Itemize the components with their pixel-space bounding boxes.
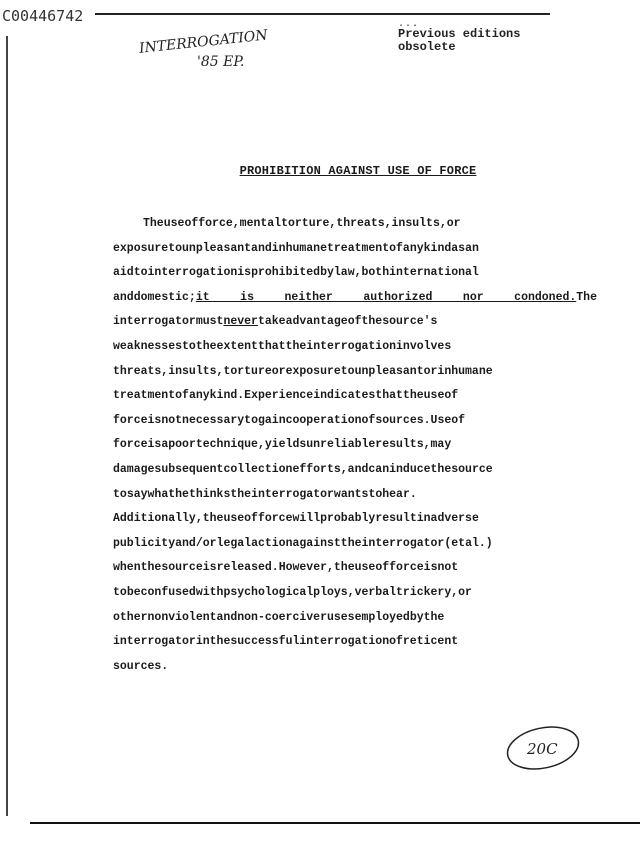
word: exposure	[113, 241, 169, 255]
word: al.)	[465, 536, 493, 550]
header-notice	[398, 18, 598, 54]
word: when	[113, 561, 141, 575]
body-paragraph	[113, 212, 597, 679]
word: the	[423, 610, 445, 624]
word: use	[423, 389, 445, 403]
word: psychological	[223, 585, 314, 599]
word: advantage	[285, 315, 348, 329]
word: kind.	[209, 389, 245, 403]
word: reticent	[402, 635, 459, 649]
word: in	[416, 512, 431, 526]
word: be	[126, 585, 141, 599]
word: of	[361, 413, 376, 427]
word: source's	[382, 315, 438, 329]
word: interrogator	[113, 315, 196, 329]
word: unpleasant	[182, 241, 252, 255]
word: say	[126, 487, 148, 501]
word: involves	[396, 339, 452, 353]
word: unreliable	[306, 438, 376, 452]
word: force	[113, 438, 148, 452]
word: verbal	[354, 585, 397, 599]
word: and	[113, 290, 134, 304]
word: action	[251, 536, 293, 550]
word: exposure	[285, 364, 341, 378]
word: to	[133, 266, 148, 280]
word: gain	[257, 413, 286, 427]
word: he	[175, 487, 189, 501]
word: The	[576, 290, 597, 304]
word: use	[163, 217, 185, 230]
word: source	[451, 462, 493, 476]
word: is	[147, 438, 162, 452]
word: not	[437, 561, 459, 575]
word: take	[257, 315, 286, 329]
word: the	[195, 339, 217, 353]
top-rule	[95, 13, 550, 15]
word: of	[389, 241, 403, 255]
word: legal	[216, 536, 252, 550]
word: adverse	[430, 512, 479, 526]
word: will	[292, 512, 321, 526]
word: treatment	[113, 389, 176, 403]
body-line	[113, 532, 597, 557]
word: treatment	[326, 241, 390, 255]
word: subsequent	[154, 462, 224, 476]
word: Experience	[244, 389, 314, 403]
header-cut-line: ...	[398, 19, 420, 28]
word: of	[389, 635, 403, 649]
word: by	[409, 610, 424, 624]
word: any	[188, 389, 210, 403]
word: the	[230, 487, 252, 501]
word: necessary	[182, 413, 245, 427]
word: trickery,	[396, 585, 459, 599]
word: ploys,	[313, 585, 355, 599]
word: in	[195, 635, 210, 649]
word: sources.	[375, 413, 431, 427]
word: to	[340, 364, 355, 378]
word: with	[195, 585, 224, 599]
word: results,	[375, 438, 431, 452]
word: yields	[264, 438, 307, 452]
word: as	[451, 241, 466, 255]
word: Use	[430, 413, 452, 427]
body-line	[113, 630, 597, 655]
word: ruses	[320, 610, 355, 624]
word: However,	[278, 561, 334, 575]
word: of	[175, 389, 189, 403]
word: released.	[216, 561, 279, 575]
word: the	[430, 462, 452, 476]
word: efforts,	[292, 462, 348, 476]
word: torture	[223, 364, 272, 378]
word: a	[161, 438, 169, 452]
word: to	[113, 487, 127, 501]
word: insults,	[168, 364, 224, 378]
body-line	[113, 384, 597, 409]
word: of	[184, 217, 199, 230]
word: and	[216, 610, 238, 624]
word: aid	[113, 266, 134, 280]
word: what	[147, 487, 176, 501]
body-line	[113, 483, 597, 508]
word: interrogator	[113, 635, 196, 649]
word: of	[375, 561, 390, 575]
header-notice-line1: Previous editions	[398, 27, 521, 41]
body-line	[113, 286, 597, 311]
word: of	[347, 315, 362, 329]
word: unpleasant	[354, 364, 424, 378]
word: technique,	[195, 438, 265, 452]
word: may	[430, 438, 452, 452]
word: employed	[354, 610, 410, 624]
handwritten-note-line2: '85 EP.	[197, 54, 245, 70]
word: confused	[140, 585, 196, 599]
body-line	[113, 581, 597, 606]
word: hear.	[382, 487, 417, 501]
word: torture,	[281, 217, 337, 230]
word: interrogation	[306, 339, 397, 353]
word: interrogation	[299, 635, 390, 649]
word: insults,	[391, 217, 447, 230]
word: threats,	[113, 364, 169, 378]
word: or	[458, 585, 472, 599]
body-line	[113, 310, 597, 335]
word: wants	[333, 487, 369, 501]
signature-text: 20C	[527, 740, 558, 758]
word: interrogator	[251, 487, 334, 501]
word: (et	[444, 536, 466, 550]
underlined-word: never	[223, 315, 258, 329]
word: is	[237, 266, 252, 280]
word: use	[354, 561, 376, 575]
page-title: PROHIBITION AGAINST USE OF FORCE	[239, 164, 477, 178]
word: and	[347, 462, 369, 476]
word: inhumane	[271, 241, 327, 255]
word: force,	[198, 217, 240, 230]
word: not	[161, 413, 183, 427]
bottom-rule	[30, 822, 640, 824]
word: to	[168, 241, 183, 255]
body-line	[113, 409, 597, 434]
body-line	[113, 458, 597, 483]
body-line	[113, 556, 597, 581]
word: the	[361, 315, 383, 329]
signature-mark	[503, 722, 583, 772]
word: must	[195, 315, 224, 329]
word: to	[182, 339, 196, 353]
word: the	[402, 389, 424, 403]
word: or	[446, 217, 461, 230]
word: induce	[389, 462, 431, 476]
word: force	[257, 512, 293, 526]
underlined-phrase: it is neither authorized nor condoned.	[195, 290, 577, 304]
word: is	[423, 561, 438, 575]
word: domestic;	[133, 290, 196, 304]
word: the	[340, 536, 362, 550]
word: is	[147, 413, 162, 427]
word: that	[257, 339, 286, 353]
word: international	[389, 266, 479, 280]
word: interrogation	[147, 266, 238, 280]
word: damage	[113, 462, 155, 476]
word: of	[444, 389, 459, 403]
body-line	[113, 237, 597, 262]
body-line	[113, 606, 597, 631]
word: or	[423, 364, 438, 378]
handwritten-note-line1: INTERROGATION	[138, 27, 269, 57]
word: and/or	[175, 536, 217, 550]
word: threats,	[336, 217, 392, 230]
word: sources.	[113, 659, 169, 673]
body-line	[113, 261, 597, 286]
word: thinks	[188, 487, 231, 501]
word: non-coercive	[237, 610, 321, 624]
word: nonviolent	[147, 610, 217, 624]
word: both	[361, 266, 390, 280]
word: Additionally,	[113, 512, 203, 526]
word: The	[143, 217, 164, 230]
word: prohibited	[251, 266, 321, 280]
word: use	[223, 512, 245, 526]
word: the	[202, 512, 224, 526]
document-id: C00446742	[2, 7, 84, 25]
body-line	[113, 335, 597, 360]
word: of	[244, 512, 258, 526]
word: can	[368, 462, 390, 476]
word: force	[389, 561, 424, 575]
word: of	[451, 413, 466, 427]
word: or	[271, 364, 286, 378]
word: poor	[168, 438, 196, 452]
word: interrogator	[361, 536, 445, 550]
word: collection	[223, 462, 293, 476]
word: weaknesses	[113, 339, 183, 353]
word: extent	[216, 339, 258, 353]
word: any	[402, 241, 424, 255]
body-line	[113, 433, 597, 458]
word: probably	[320, 512, 376, 526]
word: kind	[423, 241, 452, 255]
word: force	[113, 413, 148, 427]
word: the	[333, 561, 355, 575]
word: publicity	[113, 536, 176, 550]
word: indicates	[313, 389, 376, 403]
word: the	[140, 561, 162, 575]
word: result	[375, 512, 417, 526]
word: and	[251, 241, 272, 255]
word: that	[375, 389, 403, 403]
word: other	[113, 610, 148, 624]
left-edge-line	[6, 36, 8, 816]
word: cooperation	[285, 413, 362, 427]
word: is	[202, 561, 217, 575]
word: inhumane	[437, 364, 493, 378]
word: mental	[239, 217, 282, 230]
word: by	[320, 266, 334, 280]
word: to	[368, 487, 383, 501]
word: to	[113, 585, 127, 599]
word: to	[244, 413, 258, 427]
word: source	[161, 561, 203, 575]
word: law,	[333, 266, 362, 280]
header-notice-line2: obsolete	[398, 40, 456, 54]
word: successful	[230, 635, 300, 649]
word: against	[292, 536, 341, 550]
word: the	[285, 339, 307, 353]
body-line	[113, 212, 597, 237]
word: an	[465, 241, 479, 255]
word: the	[209, 635, 231, 649]
body-line	[113, 655, 597, 680]
body-line	[113, 507, 597, 532]
handwritten-note	[135, 26, 285, 74]
body-line	[113, 360, 597, 385]
